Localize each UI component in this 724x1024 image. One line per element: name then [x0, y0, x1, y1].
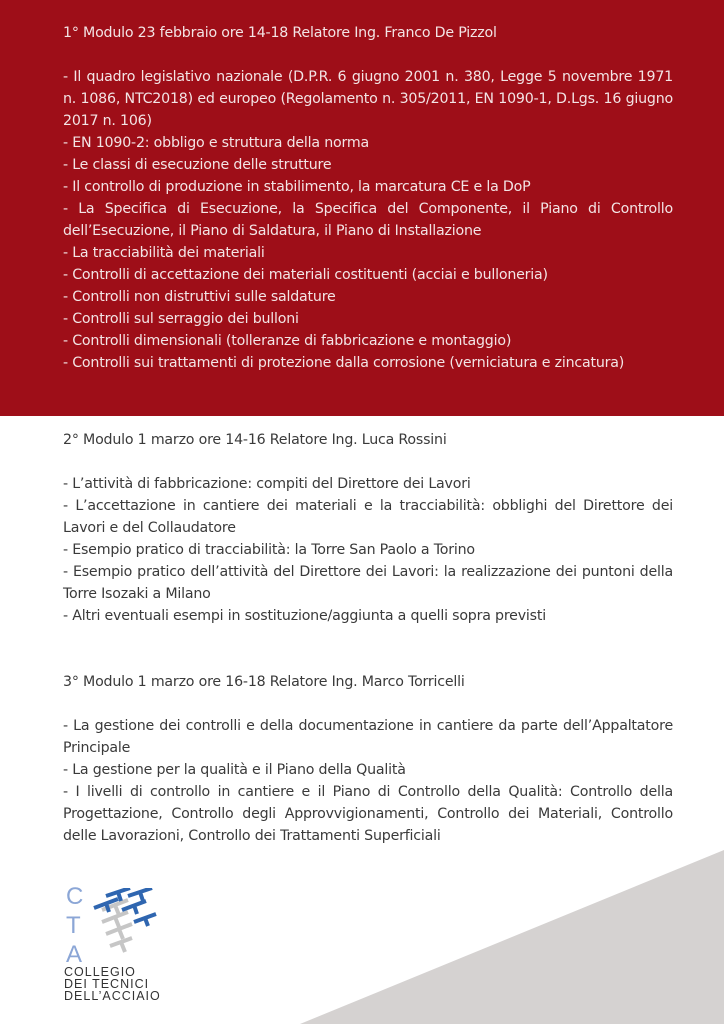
module-item: - Controlli non distruttivi sulle saldature [63, 289, 336, 305]
module-item: - L’attività di fabbricazione: compiti del Direttore dei Lavori [63, 476, 471, 492]
module-item: - La Specifica di Esecuzione, la Specifica del Componente, il Piano di Controllo dell’Esecuzione, il Piano di Saldatura, il Piano di Installazione [63, 201, 673, 239]
module-item: - L’accettazione in cantiere dei materiali e la tracciabilità: obblighi del Direttore dei Lavori e del Collaudatore [63, 498, 673, 536]
module-title: 1° Modulo 23 febbraio ore 14-18 Relatore Ing. Franco De Pizzol [63, 25, 497, 41]
module-item: - EN 1090-2: obbligo e struttura della norma [63, 135, 369, 151]
module-title: 3° Modulo 1 marzo ore 16-18 Relatore Ing. Marco Torricelli [63, 674, 465, 690]
module-item: - Esempio pratico di tracciabilità: la Torre San Paolo a Torino [63, 542, 475, 558]
module-title: 2° Modulo 1 marzo ore 14-16 Relatore Ing. Luca Rossini [63, 432, 447, 448]
logo-text-line: DEI TECNICI [64, 977, 150, 991]
logo-letter-a: A [66, 941, 83, 968]
logo-text-line: COLLEGIO [64, 965, 136, 979]
module-item: - Controlli sui trattamenti di protezione dalla corrosione (verniciatura e zincatura) [63, 355, 625, 371]
module-item: - La gestione per la qualità e il Piano della Qualità [63, 762, 406, 778]
logo-text-line: DELL’ACCIAIO [64, 989, 161, 1003]
module-item: - Le classi di esecuzione delle strutture [63, 157, 332, 173]
steel-beams-icon [88, 888, 158, 960]
module-item: - Controlli sul serraggio dei bulloni [63, 311, 299, 327]
module-item: - Esempio pratico dell’attività del Direttore dei Lavori: la realizzazione dei puntoni della Torre Isozaki a Milano [63, 564, 673, 602]
module-item: - La tracciabilità dei materiali [63, 245, 265, 261]
logo-letter-t: T [66, 912, 81, 939]
module-3 [63, 671, 673, 847]
module-item: - Il quadro legislativo nazionale (D.P.R. 6 giugno 2001 n. 380, Legge 5 novembre 1971 n. 1086, NTC2018) ed europeo (Regolamento n. 305/2011, EN 1090-1, D.Lgs. 16 giugno 2017 n. 106) [63, 69, 673, 129]
module-item: - I livelli di controllo in cantiere e il Piano di Controllo della Qualità: Controllo della Progettazione, Controllo degli Approvvigionamenti, Controllo dei Materiali, Controllo delle Lavorazioni, Controllo dei Trattamenti Superficiali [63, 784, 673, 844]
logo-letter-c: C [66, 883, 84, 910]
module-2 [63, 429, 673, 627]
module-item: - Altri eventuali esempi in sostituzione/aggiunta a quelli sopra previsti [63, 608, 546, 624]
module-item: - Il controllo di produzione in stabilimento, la marcatura CE e la DoP [63, 179, 531, 195]
module-item: - La gestione dei controlli e della documentazione in cantiere da parte dell’Appaltatore Principale [63, 718, 673, 756]
module-item: - Controlli di accettazione dei materiali costituenti (acciai e bulloneria) [63, 267, 548, 283]
module-item: - Controlli dimensionali (tolleranze di fabbricazione e montaggio) [63, 333, 512, 349]
module-1 [63, 22, 673, 374]
